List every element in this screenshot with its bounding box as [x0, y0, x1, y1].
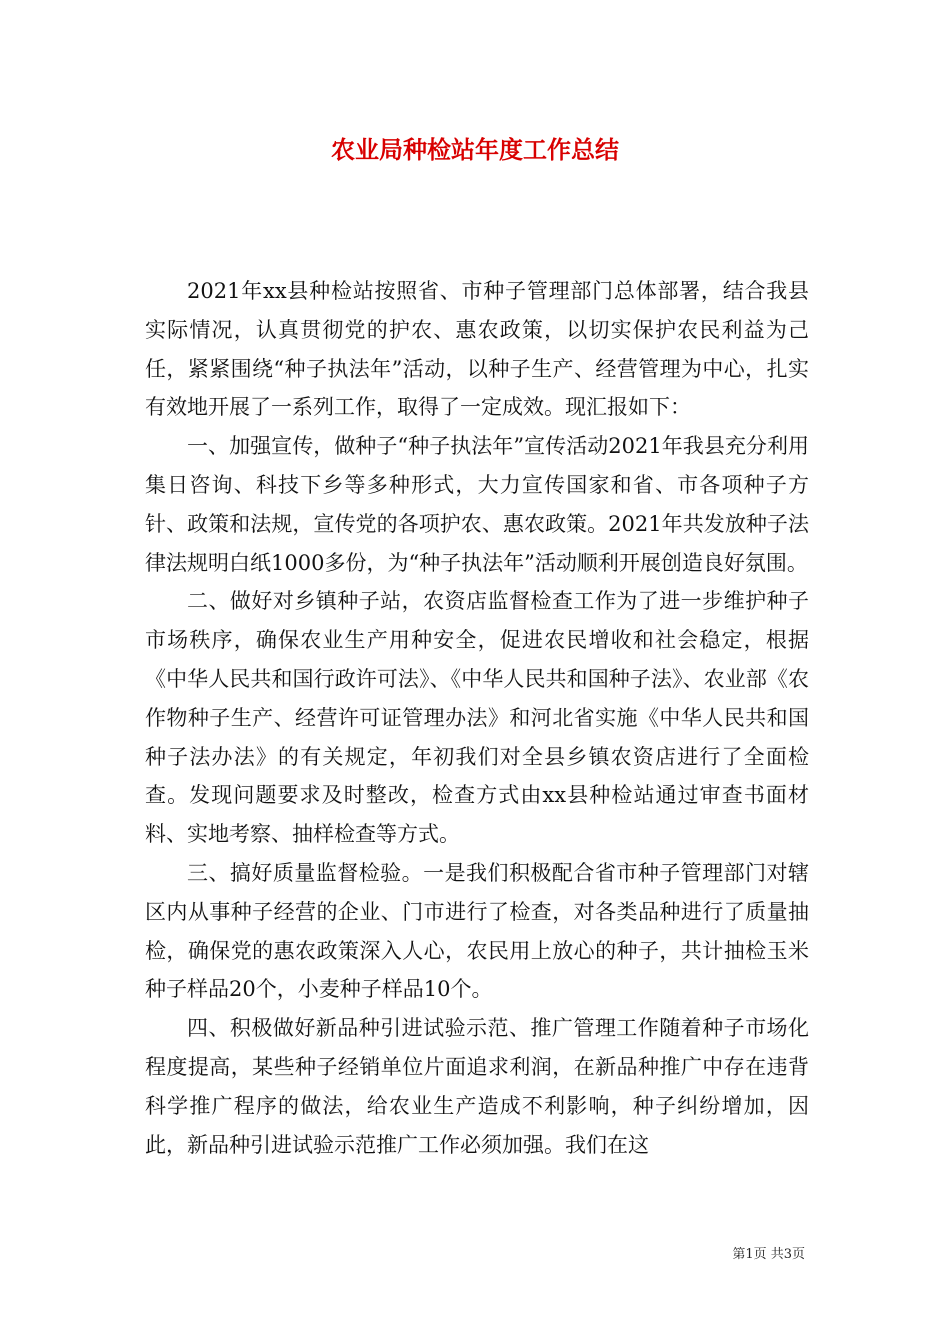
- paragraph-section-4: 四、积极做好新品种引进试验示范、推广管理工作随着种子市场化程度提高，某些种子经销单位片面追求利润，在新品种推广中存在违背科学推广程序的做法，给农业生产造成不利影响，种子纠纷增加，因此，新品种引进试验示范推广工作必须加强。我们在这: [145, 1016, 809, 1157]
- document-body: [145, 272, 809, 1164]
- paragraph-section-1: 一、加强宣传，做种子“种子执法年”宣传活动2021年我县充分利用集日咨询、科技下乡等多种形式，大力宣传国家和省、市各项种子方针、政策和法规，宣传党的各项护农、惠农政策。2021年共发放种子法律法规明白纸1000多份，为“种子执法年”活动顺利开展创造良好氛围。: [145, 434, 809, 575]
- document-title: 农业局种检站年度工作总结: [331, 136, 619, 164]
- paragraph-section-3: 三、搞好质量监督检验。一是我们积极配合省市种子管理部门对辖区内从事种子经营的企业、门市进行了检查，对各类品种进行了质量抽检，确保党的惠农政策深入人心，农民用上放心的种子，共计抽检玉米种子样品20个，小麦种子样品10个。: [145, 860, 809, 1002]
- paragraph-intro: 2021年xx县种检站按照省、市种子管理部门总体部署，结合我县实际情况，认真贯彻党的护农、惠农政策，以切实保护农民利益为己任，紧紧围绕“种子执法年”活动，以种子生产、经营管理为中心，扎实有效地开展了一系列工作，取得了一定成效。现汇报如下：: [145, 279, 809, 420]
- page-number: 第1页 共3页: [732, 1247, 805, 1262]
- paragraph-section-2: 二、做好对乡镇种子站，农资店监督检查工作为了进一步维护种子市场秩序，确保农业生产用种安全，促进农民增收和社会稳定，根据《中华人民共和国行政许可法》、《中华人民共和国种子法》、农业部《农作物种子生产、经营许可证管理办法》和河北省实施《中华人民共和国种子法办法》的有关规定，年初我们对全县乡镇农资店进行了全面检查。发现问题要求及时整改，检查方式由xx县种检站通过审查书面材料、实地考察、抽样检查等方式。: [145, 589, 809, 847]
